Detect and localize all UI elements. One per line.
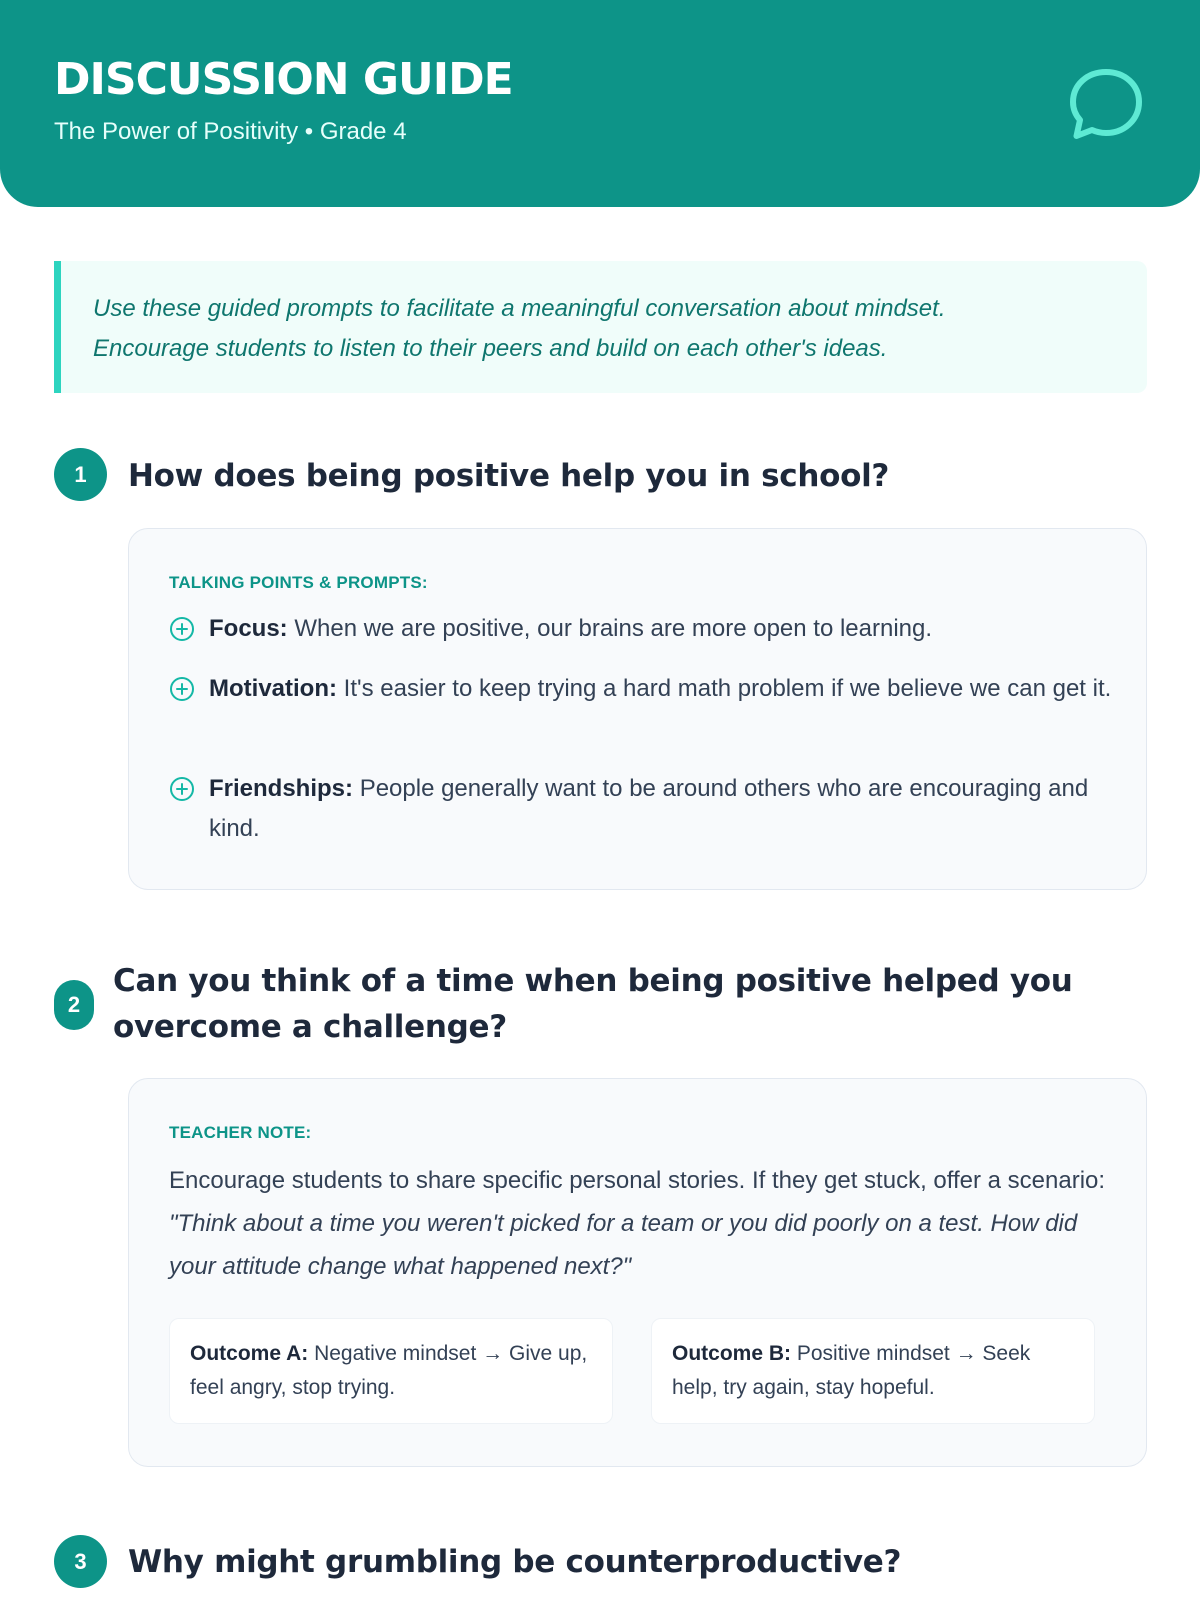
talking-point [169, 609, 1129, 649]
outcome-box-a [169, 1318, 613, 1424]
outcome-text: Negative mindset → Give up, feel angry, stop trying. [190, 1342, 588, 1399]
outcome-label: Outcome B: [672, 1342, 792, 1365]
header-banner [0, 0, 1200, 207]
question-heading: How does being positive help you in school? [128, 458, 890, 494]
question-heading-line-1: Can you think of a time when being positive helped you [113, 963, 1073, 999]
plus-circle-icon [169, 676, 195, 702]
page-subtitle: The Power of Positivity • Grade 4 [54, 118, 407, 145]
card-label: TALKING POINTS & PROMPTS: [169, 573, 428, 592]
speech-bubble-icon [1064, 64, 1148, 148]
page-title: DISCUSSION GUIDE [54, 54, 513, 105]
talking-point-text: People generally want to be around others who are encouraging and kind. [209, 775, 1089, 842]
talking-point-term: Motivation: [209, 675, 337, 702]
question-heading [113, 958, 1153, 1050]
card-label: TEACHER NOTE: [169, 1123, 312, 1142]
question-number-badge: 2 [54, 980, 94, 1030]
intro-line-2: Encourage students to listen to their peers and build on each other's ideas. [93, 335, 888, 362]
plus-circle-icon [169, 776, 195, 802]
question-number-badge: 3 [54, 1535, 107, 1588]
talking-point-text: It's easier to keep trying a hard math problem if we believe we can get it. [343, 675, 1112, 702]
talking-point-text: When we are positive, our brains are more open to learning. [294, 615, 933, 642]
question-heading: Why might grumbling be counterproductive? [128, 1544, 902, 1580]
intro-line-1: Use these guided prompts to facilitate a meaningful conversation about mindset. [93, 295, 946, 322]
talking-points-card [128, 528, 1147, 890]
teacher-note-card [128, 1078, 1147, 1467]
question-heading-line-2: overcome a challenge? [113, 1009, 507, 1045]
teacher-note-text [169, 1159, 1109, 1288]
outcome-box-b [651, 1318, 1095, 1424]
outcome-label: Outcome A: [190, 1342, 309, 1365]
talking-point-term: Friendships: [209, 775, 354, 802]
intro-callout [54, 261, 1147, 393]
talking-point [169, 769, 1129, 849]
talking-point [169, 669, 1129, 709]
question-number-badge: 1 [54, 448, 107, 501]
teacher-note-quote: "Think about a time you weren't picked for a team or you did poorly on a test. How did your attitude change what happened next?" [169, 1210, 1078, 1280]
outcome-text: Positive mindset → Seek help, try again, stay hopeful. [672, 1342, 1031, 1399]
teacher-note-body: Encourage students to share specific personal stories. If they get stuck, offer a scenario: [169, 1167, 1106, 1194]
plus-circle-icon [169, 616, 195, 642]
talking-point-term: Focus: [209, 615, 288, 642]
